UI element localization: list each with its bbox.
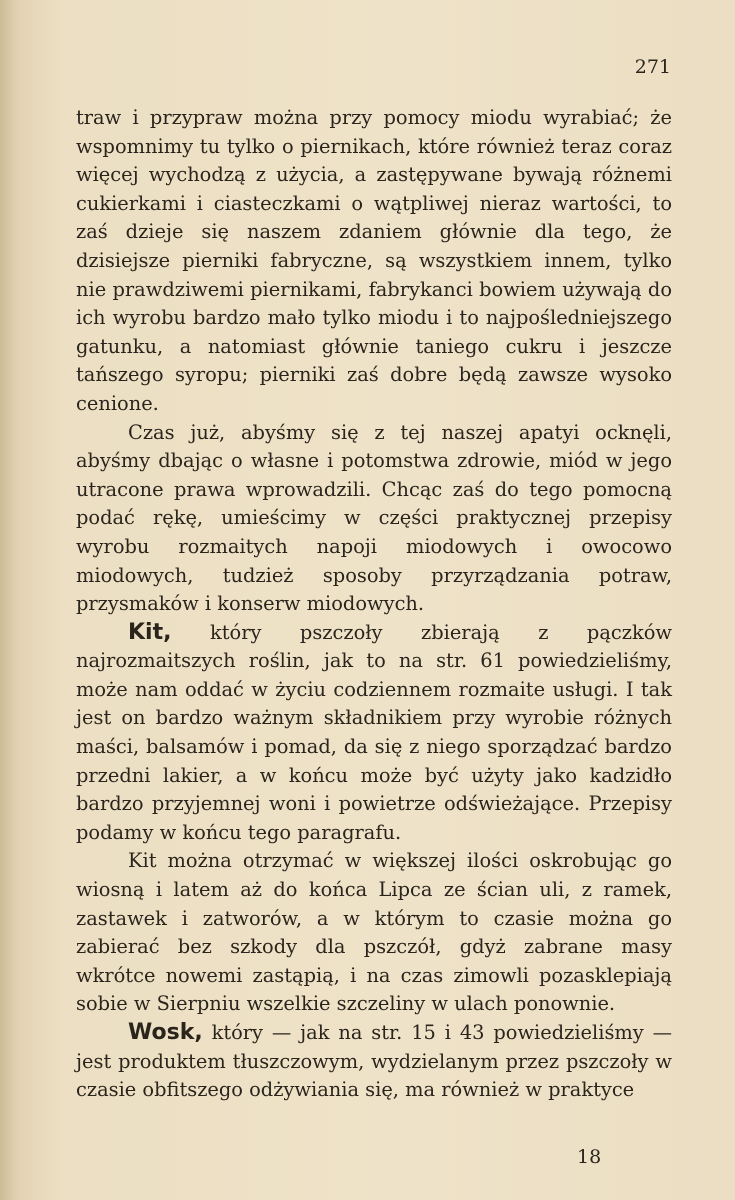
paragraph <box>76 619 672 848</box>
section-term: Wosk, <box>128 1020 203 1045</box>
body-text <box>76 104 672 1105</box>
paragraph <box>76 104 672 419</box>
page-number: 271 <box>634 56 671 78</box>
printer-signature: 18 <box>577 1146 602 1168</box>
paragraph-text: traw i przypraw można przy pomocy miodu wyrabiać; że wspomnimy tu tylko o piernikach, które również teraz coraz więcej wychodzą z użycia, a zastępywane bywają różnemi cukierkami i ciasteczkami o wątpliwej nieraz wartości, to zaś dzieje się naszem zdaniem głównie dla tego, że dzisiejsze pierniki fabryczne, są wszystkiem innem, tylko nie prawdziwemi piernikami, fabrykanci bowiem używają do ich wyrobu bardzo mało tylko miodu i to najpośledniejszego gatunku, a natomiast głównie taniego cukru i jeszcze tańszego syropu; pierniki zaś dobre będą zawsze wysoko cenione. <box>76 106 672 415</box>
paragraph <box>76 1019 672 1105</box>
paragraph-text: który — jak na str. 15 i 43 powiedzieliśmy — jest produktem tłuszczowym, wydzielanym przez pszczoły w czasie obfitszego odżywiania się, ma również w praktyce <box>76 1021 672 1102</box>
paragraph-text: Kit można otrzymać w większej ilości oskrobując go wiosną i latem aż do końca Lipca ze ścian uli, z ramek, zastawek i zatworów, a w którym to czasie można go zabierać bez szkody dla pszczół, gdyż zabrane masy wkrótce nowemi zastąpią, i na czas zimowli pozasklepiają sobie w Sierpniu wszelkie szczeliny w ulach ponownie. <box>76 849 672 1016</box>
paragraph <box>76 847 672 1019</box>
paragraph <box>76 419 672 619</box>
paragraph-text: Czas już, abyśmy się z tej naszej apatyi ocknęli, abyśmy dbając o własne i potomstwa zdrowie, miód w jego utracone prawa wprowadzili. Chcąc zaś do tego pomocną podać rękę, umieścimy w części praktycznej przepisy wyrobu rozmaitych napoji miodowych i owocowo miodowych, tudzież sposoby przyrządzania potraw, przysmaków i konserw miodowych. <box>76 420 672 616</box>
paragraph-text: który pszczoły zbierają z pączków najrozmaitszych roślin, jak to na str. 61 powiedzieliśmy, może nam oddać w życiu codziennem rozmaite usługi. I tak jest on bardzo ważnym składnikiem przy wyrobie różnych maści, balsamów i pomad, da się z niego sporządzać bardzo przedni lakier, a w końcu może być użyty jako kadzidło bardzo przyjemnej woni i powietrze odświeżające. Przepisy podamy w końcu tego paragrafu. <box>76 620 672 844</box>
section-term: Kit, <box>128 619 172 645</box>
